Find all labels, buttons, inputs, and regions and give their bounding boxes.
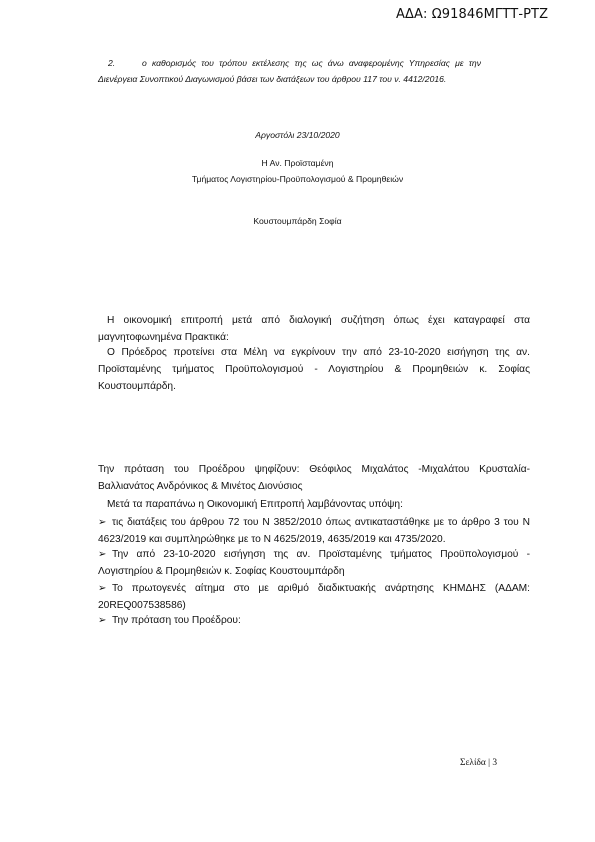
list-item-text: Την πρόταση του Προέδρου: [112,615,241,626]
signature-department: Τμήματος Λογιστηρίου-Προϋπολογισμού & Προμηθειών [191,174,404,184]
signature-role: Η Αν. Προϊσταμένη [261,158,334,168]
arrow-bullet-icon: ➢ [98,615,107,626]
signature-name: Κουστουμπάρδη Σοφία [253,216,342,226]
arrow-bullet-icon: ➢ [98,583,107,594]
arrow-bullet-icon: ➢ [98,517,107,528]
proposal-paragraph: Ο Πρόεδρος προτείνει στα Μέλη να εγκρίνουν την από 23-10-2020 εισήγηση της αν. Προϊσταμένης τμήματος Προϋπολογισμού - Λογιστηρίου & Προμηθειών κ. Σοφίας Κουστουμπάρδη. [98,347,530,392]
page-number: Σελίδα | 3 [460,758,498,768]
list-item-text: Το πρωτογενές αίτημα στο με αριθμό διαδικτυακής ανάρτησης ΚΗΜΔΗΣ (ΑΔΑΜ: 20REQ007538586) [98,583,530,611]
list-item-text: Την από 23-10-2020 εισήγηση της αν. Προϊσταμένης τμήματος Προϋπολογισμού - Λογιστηρίου & Προμηθειών κ. Σοφίας Κουστουμπάρδη [98,549,530,577]
list-item [98,580,530,614]
ada-code: ΑΔΑ: Ω91846ΜΓΤΤ-ΡΤΖ [396,7,549,22]
item-text: ο καθορισμός του τρόπου εκτέλεσης της ως άνω αναφερομένης Υπηρεσίας με την Διενέργεια Συνοπτικού Διαγωνισμού βάσει των διατάξεων του άρθρου 117 του ν. 4412/2016. [98,58,481,84]
arrow-bullet-icon: ➢ [98,549,107,560]
item-number: 2. [108,58,116,68]
vote-paragraph: Την πρόταση του Προέδρου ψηφίζουν: Θεόφιλος Μιχαλάτος -Μιχαλάτου Κρυσταλία- Βαλλιανάτος Ανδρόνικος & Μινέτος Διονύσιος [98,464,530,492]
after-paragraph: Μετά τα παραπάνω η Οικονομική Επιτροπή λαμβάνοντας υπόψη: [107,499,403,510]
list-item [98,514,530,548]
committee-paragraph: Η οικονομική επιτροπή μετά από διαλογική συζήτηση όπως έχει καταγραφεί στα μαγνητοφωνημένα Πρακτικά: [98,315,530,343]
list-item [98,612,530,629]
list-item [98,546,530,580]
signature-date: Αργοστόλι 23/10/2020 [255,130,340,140]
numbered-item [98,55,481,87]
list-item-text: τις διατάξεις του άρθρου 72 του Ν 3852/2010 όπως αντικαταστάθηκε με το άρθρο 3 του Ν 4623/2019 και συμπληρώθηκε με το Ν 4625/2019, 4635/2019 και 4735/2020. [98,517,530,545]
